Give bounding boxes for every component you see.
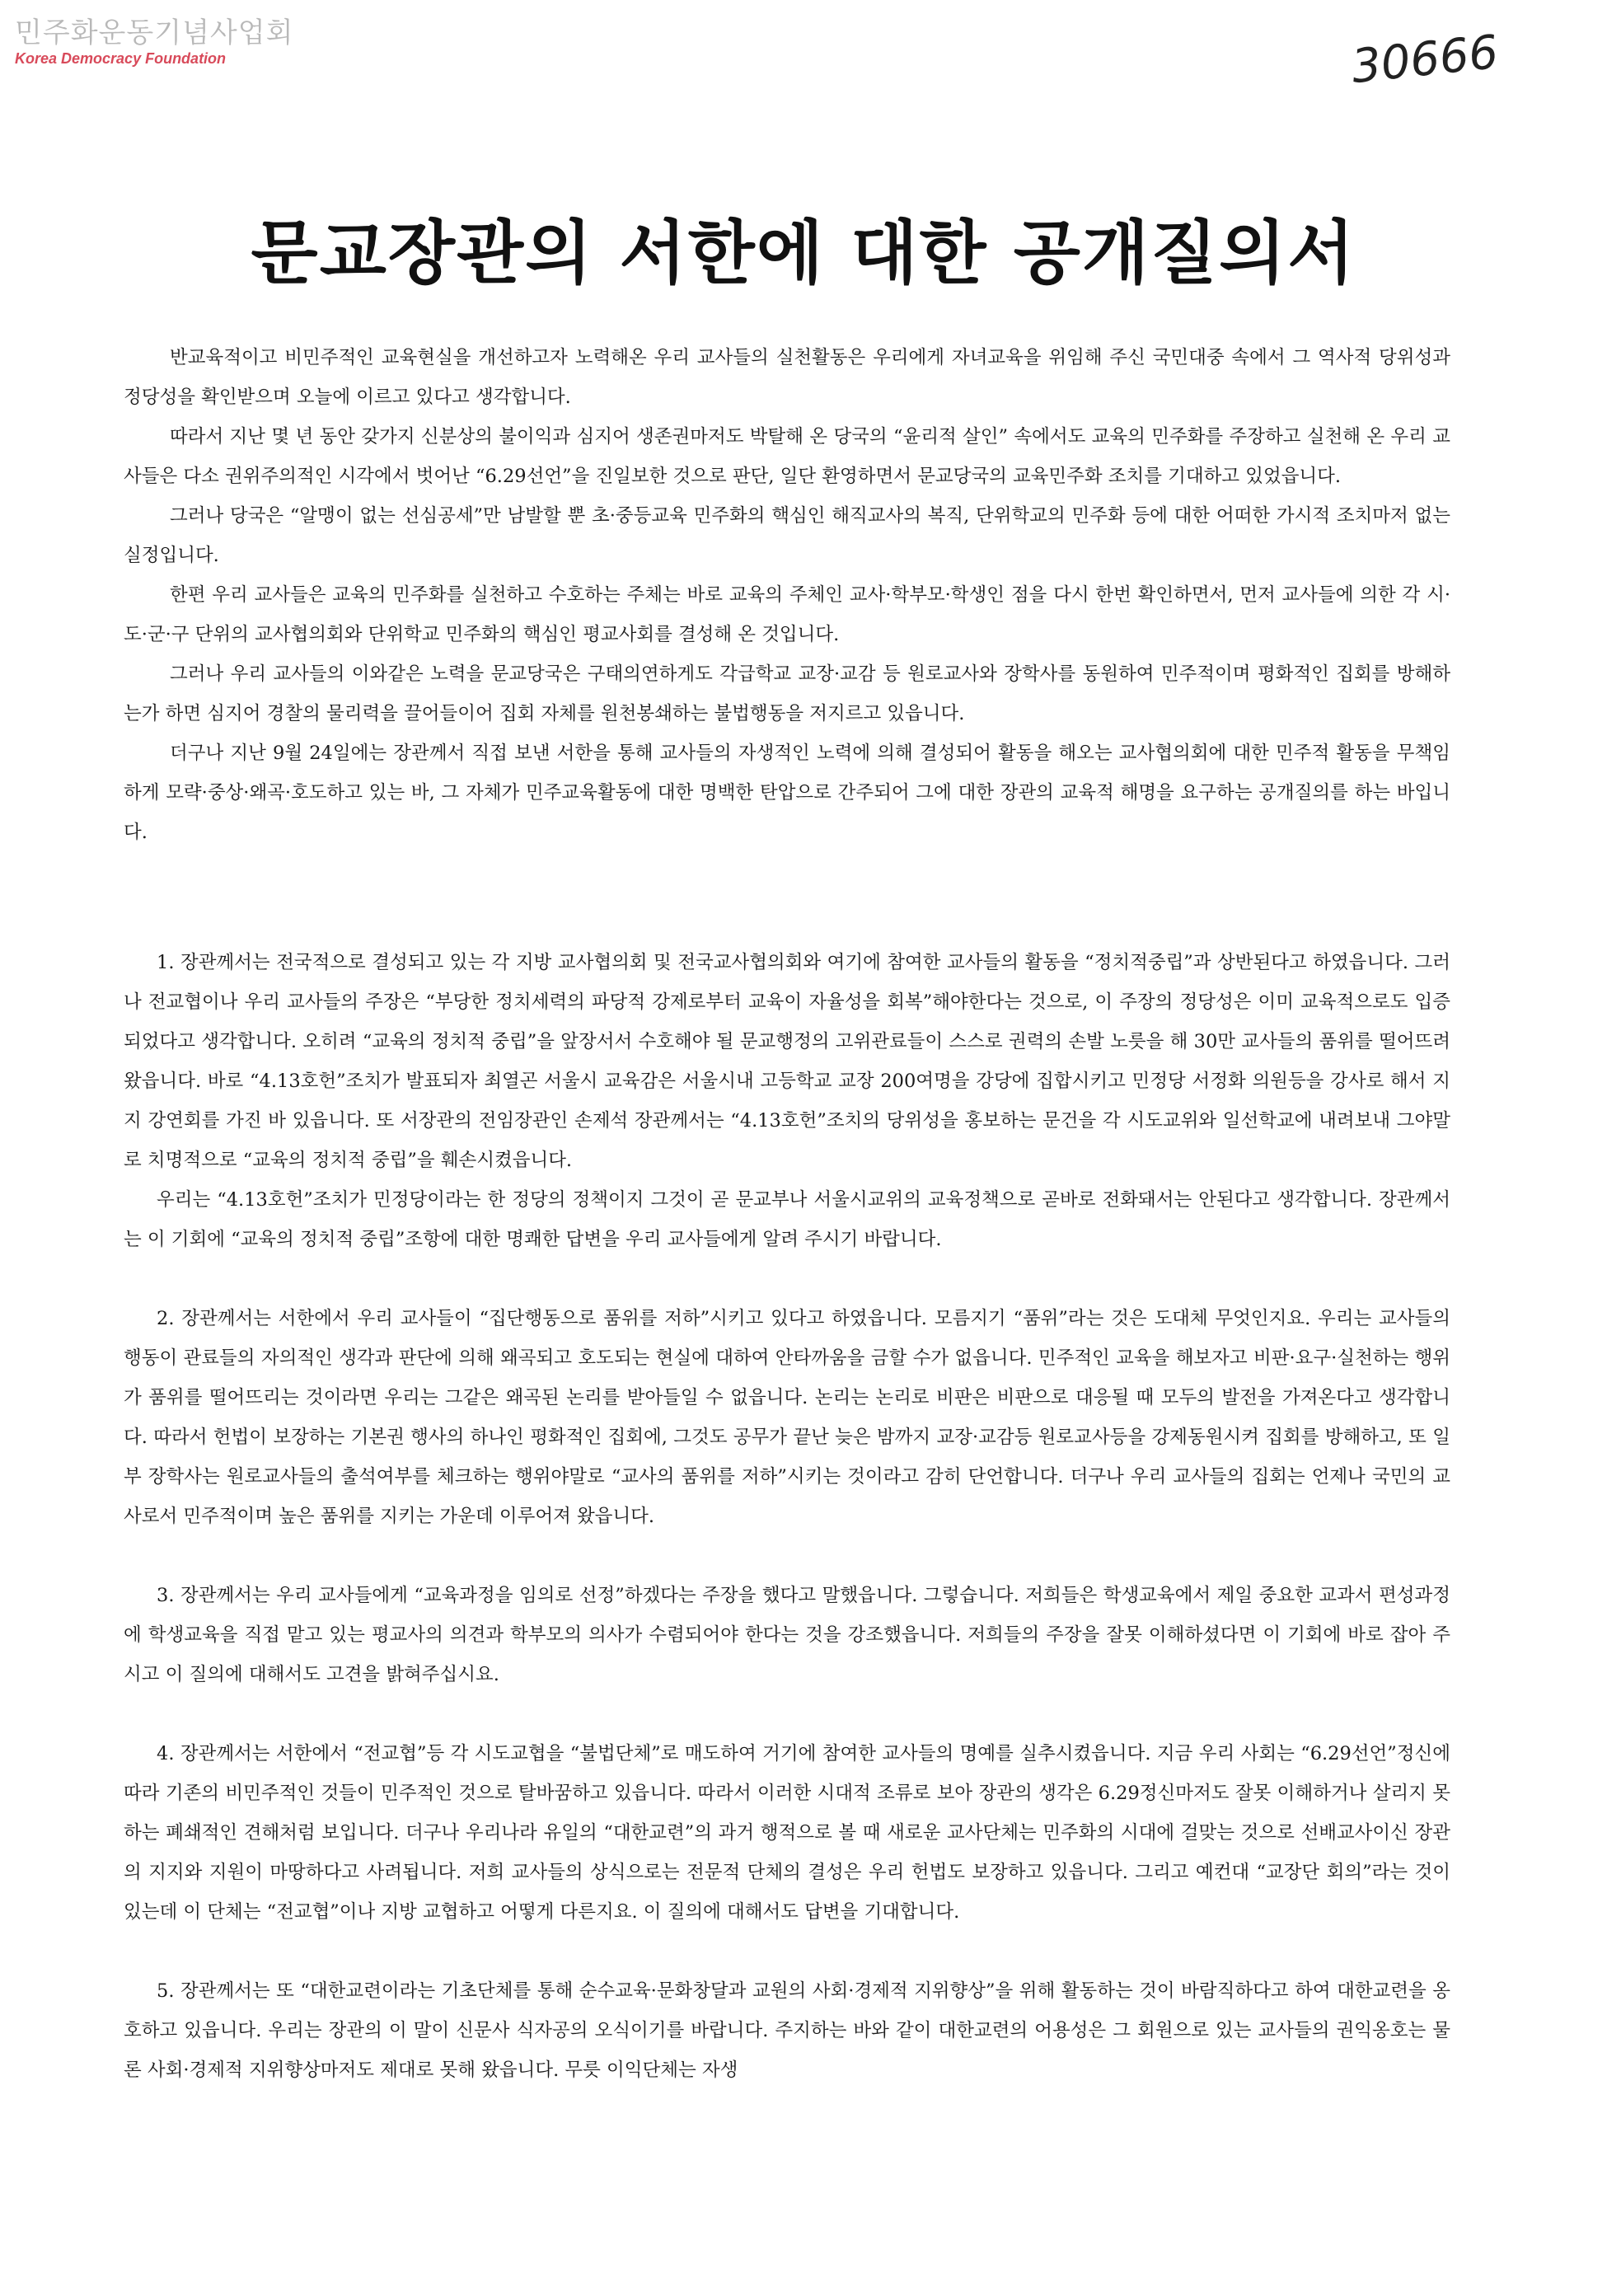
question-paragraph: 2. 장관께서는 서한에서 우리 교사들이 “집단행동으로 품위를 저하”시키고 있다고 하였읍니다. 모름지기 “품위”라는 것은 도대체 무엇인지요. 우리는 교사들의 행동이 관료들의 자의적인 생각과 판단에 의해 왜곡되고 호도되는 현실에 대하여 안타까움을 금할 수가 없읍니다. 민주적인 교육을 해보자고 비판·요구·실천하는 행위가 품위를 떨어뜨리는 것이라면 우리는 그같은 왜곡된 논리를 받아들일 수 없읍니다. 논리는 논리로 비판은 비판으로 대응될 때 모두의 발전을 가져온다고 생각합니다. 따라서 헌법이 보장하는 기본권 행사의 하나인 평화적인 집회에, 그것도 공무가 끝난 늦은 밤까지 교장·교감등 원로교사등을 강제동원시켜 집회를 방해하고, 또 일부 장학사는 원로교사들의 출석여부를 체크하는 행위야말로 “교사의 품위를 저하”시키는 것이라고 감히 단언합니다. 더구나 우리 교사들의 집회는 언제나 국민의 교사로서 민주적이며 높은 품위를 지키는 가운데 이루어져 왔읍니다. [124,1308,1450,1527]
watermark-korean: 민주화운동기념사업회 [15,16,294,49]
question-paragraph: 3. 장관께서는 우리 교사들에게 “교육과정을 임의로 선정”하겠다는 주장을 했다고 말했읍니다. 그렇습니다. 저희들은 학생교육에서 제일 중요한 교과서 편성과정에 학생교육을 직접 맡고 있는 평교사의 의견과 학부모의 의사가 수렴되어야 한다는 것을 강조했읍니다. 저희들의 주장을 잘못 이해하셨다면 이 기회에 바로 잡아 주시고 이 질의에 대해서도 고견을 밝혀주십시요. [124,1585,1450,1685]
intro-paragraph: 따라서 지난 몇 년 동안 갖가지 신분상의 불이익과 심지어 생존권마저도 박탈해 온 당국의 “윤리적 살인” 속에서도 교육의 민주화를 주장하고 실천해 온 우리 교사들은 다소 권위주의적인 시각에서 벗어난 “6.29선언”을 진일보한 것으로 판단, 일단 환영하면서 문교당국의 교육민주화 조치를 기대하고 있었읍니다. [124,426,1450,487]
intro-paragraph: 더구나 지난 9월 24일에는 장관께서 직접 보낸 서한을 통해 교사들의 자생적인 노력에 의해 결성되어 활동을 해오는 교사협의회에 대한 민주적 활동을 무책임하게 모략·중상·왜곡·호도하고 있는 바, 그 자체가 민주교육활동에 대한 명백한 탄압으로 간주되어 그에 대한 장관의 교육적 해명을 요구하는 공개질의를 하는 바입니다. [124,743,1450,843]
page-title: 문교장관의 서한에 대한 공개질의서 [251,212,1356,293]
watermark-logo [15,16,293,68]
document-number: 30666 [1349,25,1502,95]
question-paragraph: 5. 장관께서는 또 “대한교련이라는 기초단체를 통해 순수교육·문화창달과 교원의 사회·경제적 지위향상”을 위해 활동하는 것이 바람직하다고 하여 대한교련을 옹호하고 있읍니다. 우리는 장관의 이 말이 신문사 식자공의 오식이기를 바랍니다. 주지하는 바와 같이 대한교련의 어용성은 그 회원으로 있는 교사들의 권익옹호는 물론 사회·경제적 지위향상마저도 제대로 못해 왔읍니다. 무릇 이익단체는 자생 [124,1980,1450,2081]
question-paragraph: 1. 장관께서는 전국적으로 결성되고 있는 각 지방 교사협의회 및 전국교사협의회와 여기에 참여한 교사들의 활동을 “정치적중립”과 상반된다고 하였읍니다. 그러나 전교협이나 우리 교사들의 주장은 “부당한 정치세력의 파당적 강제로부터 교육이 자율성을 회복”해야한다는 것으로, 이 주장의 정당성은 이미 교육적으로도 입증되었다고 생각합니다. 오히려 “교육의 정치적 중립”을 앞장서서 수호해야 될 문교행정의 고위관료들이 스스로 권력의 손발 노릇을 해 30만 교사들의 품위를 떨어뜨려 왔읍니다. 바로 “4.13호헌”조치가 발표되자 최열곤 서울시 교육감은 서울시내 고등학교 교장 200여명을 강당에 집합시키고 민정당 서정화 의원등을 강사로 해서 지지 강연회를 가진 바 있읍니다. 또 서장관의 전임장관인 손제석 장관께서는 “4.13호헌”조치의 당위성을 홍보하는 문건을 각 시도교위와 일선학교에 내려보내 그야말로 치명적으로 “교육의 정치적 중립”을 훼손시켰읍니다. [124,952,1450,1171]
question-paragraph: 4. 장관께서는 서한에서 “전교협”등 각 시도교협을 “불법단체”로 매도하여 거기에 참여한 교사들의 명예를 실추시켰읍니다. 지금 우리 사회는 “6.29선언”정신에 따라 기존의 비민주적인 것들이 민주적인 것으로 탈바꿈하고 있읍니다. 따라서 이러한 시대적 조류로 보아 장관의 생각은 6.29정신마저도 잘못 이해하거나 살리지 못하는 폐쇄적인 견해처럼 보입니다. 더구나 우리나라 유일의 “대한교련”의 과거 행적으로 볼 때 새로운 교사단체는 민주화의 시대에 걸맞는 것으로 선배교사이신 장관의 지지와 지원이 마땅하다고 사려됩니다. 저희 교사들의 상식으로는 전문적 단체의 결성은 우리 헌법도 보장하고 있읍니다. 그리고 예컨대 “교장단 회의”라는 것이 있는데 이 단체는 “전교협”이나 지방 교협하고 어떻게 다른지요. 이 질의에 대해서도 답변을 기대합니다. [124,1743,1450,1923]
intro-paragraph: 한편 우리 교사들은 교육의 민주화를 실천하고 수호하는 주체는 바로 교육의 주체인 교사·학부모·학생인 점을 다시 한번 확인하면서, 먼저 교사들에 의한 각 시·도·군·구 단위의 교사협의회와 단위학교 민주화의 핵심인 평교사회를 결성해 온 것입니다. [124,584,1450,645]
question-item-3 [124,1576,1450,1694]
question-paragraph: 우리는 “4.13호헌”조치가 민정당이라는 한 정당의 정책이지 그것이 곧 문교부나 서울시교위의 교육정책으로 곧바로 전화돼서는 안된다고 생각합니다. 장관께서는 이 기회에 “교육의 정치적 중립”조항에 대한 명쾌한 답변을 우리 교사들에게 알려 주시기 바랍니다. [124,1189,1450,1250]
watermark-english: Korea Democracy Foundation [15,50,227,67]
document-body [124,338,1450,2130]
question-item-4 [124,1734,1450,1932]
question-item-2 [124,1299,1450,1536]
intro-section [124,338,1450,852]
intro-paragraph: 그러나 우리 교사들의 이와같은 노력을 문교당국은 구태의연하게도 각급학교 교장·교감 등 원로교사와 장학사를 동원하여 민주적이며 평화적인 집회를 방해하는가 하면 심지어 경찰의 물리력을 끌어들이어 집회 자체를 원천봉쇄하는 불법행동을 저지르고 있읍니다. [124,663,1450,724]
intro-paragraph: 반교육적이고 비민주적인 교육현실을 개선하고자 노력해온 우리 교사들의 실천활동은 우리에게 자녀교육을 위임해 주신 국민대중 속에서 그 역사적 당위성과 정당성을 확인받으며 오늘에 이르고 있다고 생각합니다. [124,347,1450,408]
question-item-5 [124,1971,1450,2090]
question-item-1 [124,943,1450,1259]
questions-section [124,943,1450,2090]
intro-paragraph: 그러나 당국은 “알맹이 없는 선심공세”만 남발할 뿐 초·중등교육 민주화의 핵심인 해직교사의 복직, 단위학교의 민주화 등에 대한 어떠한 가시적 조치마저 없는 실정입니다. [124,505,1450,566]
